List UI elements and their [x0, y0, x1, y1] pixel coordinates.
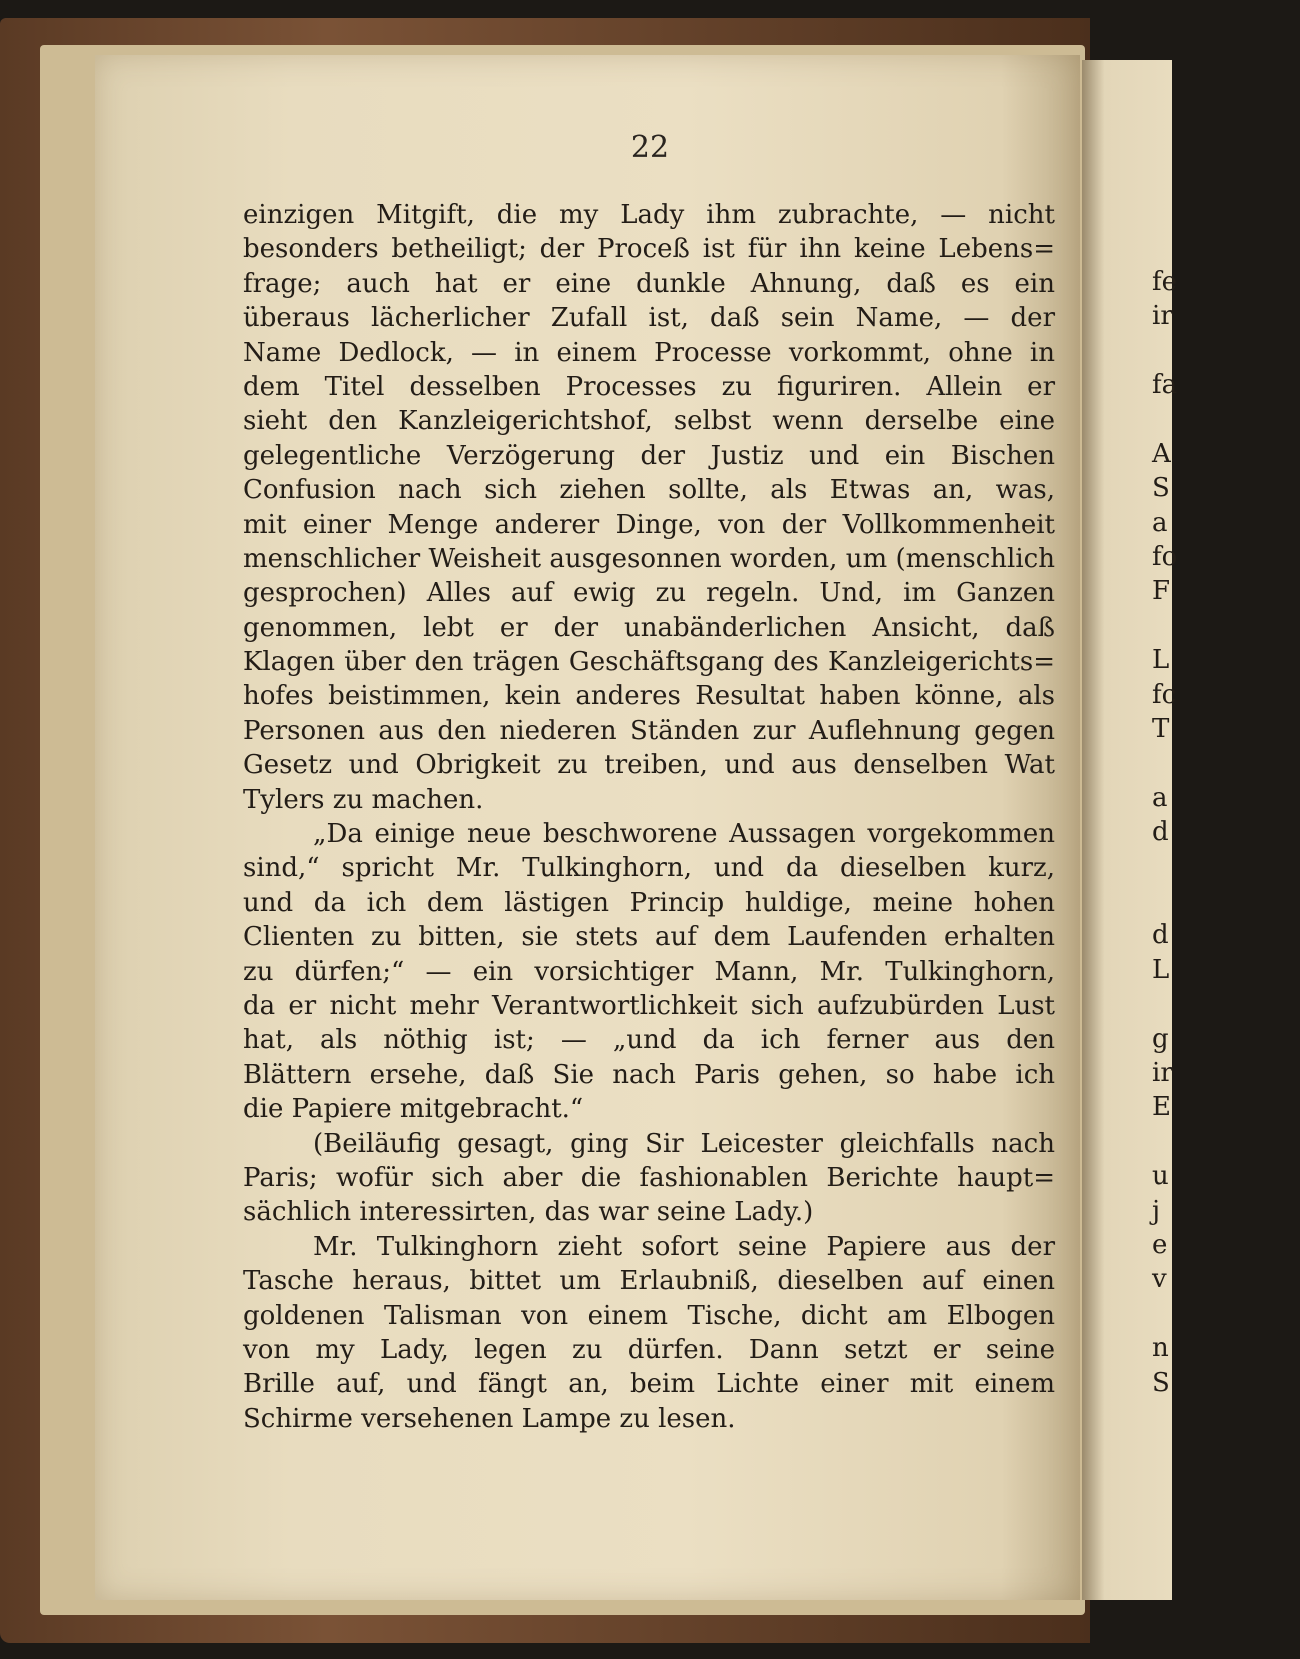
text-line: Gesetz und Obrigkeit zu treiben, und aus denselben Wat [243, 750, 1055, 781]
facing-page-fragment: ir [1152, 1058, 1173, 1088]
text-line: goldenen Talisman von einem Tische, dicht am Elbogen [243, 1300, 1055, 1331]
text-line: mit einer Menge anderer Dinge, von der Vollkommenheit [243, 509, 1055, 540]
text-line: von my Lady, legen zu dürfen. Dann setzt er seine [243, 1334, 1055, 1365]
text-line: einzigen Mitgift, die my Lady ihm zubrachte, — nicht [243, 200, 1055, 230]
text-line: Name Dedlock, — in einem Processe vorkommt, ohne in [243, 337, 1055, 368]
text-line: genommen, lebt er der unabänderlichen Ansicht, daß [243, 612, 1055, 643]
facing-page-fragment: j [1152, 1195, 1161, 1226]
text-line: (Beiläufig gesagt, ging Sir Leicester gleichfalls nach [313, 1128, 1055, 1159]
facing-page-fragment: fo [1152, 542, 1178, 572]
facing-page-fragment: u [1152, 1161, 1169, 1192]
facing-page-fragment: L [1152, 645, 1170, 676]
body-text [243, 198, 1055, 1436]
text-line: Blättern ersehe, daß Sie nach Paris gehen, so habe ich [243, 1059, 1055, 1090]
text-line: Brille auf, und fängt an, beim Lichte einer mit einem [243, 1369, 1055, 1400]
text-line: dem Titel desselben Processes zu figuriren. Allein er [243, 371, 1055, 402]
facing-page-fragment: n [1152, 1333, 1169, 1364]
facing-page-fragment: L [1152, 954, 1170, 985]
facing-page-fragment: S [1152, 1367, 1170, 1398]
facing-page-fragment: d [1152, 920, 1169, 951]
facing-page-fragment: T [1152, 714, 1170, 744]
text-line: die Papiere mitgebracht.“ [243, 1094, 584, 1125]
text-line: hat, als nöthig ist; — „und da ich ferner aus den [243, 1025, 1055, 1056]
text-line: Confusion nach sich ziehen sollte, als Etwas an, was, [243, 475, 1055, 506]
text-line: Schirme versehenen Lampe zu lesen. [243, 1403, 736, 1434]
text-line: überaus lächerlicher Zufall ist, daß sein Name, — der [243, 303, 1055, 334]
facing-page-fragment: v [1152, 1264, 1167, 1295]
text-line: Paris; wofür sich aber die fashionablen Berichte haupt= [243, 1162, 1055, 1193]
page-number: 22 [630, 130, 670, 165]
facing-page-fragment: fc [1152, 679, 1177, 710]
facing-page-fragment: a [1152, 782, 1168, 813]
text-line: Tylers zu machen. [243, 784, 484, 815]
text-line: frage; auch hat er eine dunkle Ahnung, daß es ein [243, 268, 1055, 299]
facing-page-fragment: g [1152, 1023, 1169, 1054]
text-line: Klagen über den trägen Geschäftsgang des Kanzleigerichts= [243, 647, 1055, 678]
text-line: Mr. Tulkinghorn zieht sofort seine Papiere aus der [313, 1231, 1055, 1262]
facing-page-fragment: F [1152, 576, 1171, 607]
facing-page-fragment: S [1152, 473, 1170, 504]
text-line: hofes beistimmen, kein anderes Resultat haben könne, als [243, 681, 1055, 712]
text-line: da er nicht mehr Verantwortlichkeit sich aufzubürden Lust [243, 990, 1055, 1021]
text-line: zu dürfen;“ — ein vorsichtiger Mann, Mr. Tulkinghorn, [243, 956, 1055, 987]
facing-page-fragment: ir [1152, 301, 1173, 332]
text-line: sind,“ spricht Mr. Tulkinghorn, und da dieselben kurz, [243, 853, 1055, 884]
facing-page-fragment: a [1152, 507, 1168, 538]
facing-page-fragment: E [1152, 1092, 1171, 1123]
text-line: gelegentliche Verzögerung der Justiz und ein Bischen [243, 440, 1055, 471]
facing-page-fragment: A [1152, 438, 1171, 469]
text-line: Personen aus den niederen Ständen zur Auflehnung gegen [243, 715, 1055, 746]
text-line: besonders betheiligt; der Proceß ist für ihn keine Lebens= [243, 234, 1055, 265]
text-line: Clienten zu bitten, sie stets auf dem Laufenden erhalten [243, 922, 1055, 953]
text-line: Tasche heraus, bittet um Erlaubniß, dieselben auf einen [243, 1266, 1055, 1297]
text-line: und da ich dem lästigen Princip huldige, meine hohen [243, 887, 1055, 918]
text-line: menschlicher Weisheit ausgesonnen worden, um (menschlich [243, 543, 1055, 574]
text-line: „Da einige neue beschworene Aussagen vorgekommen [313, 819, 1055, 850]
text-line: gesprochen) Alles auf ewig zu regeln. Und, im Ganzen [243, 578, 1055, 609]
facing-page-fragment: fe [1152, 266, 1178, 297]
text-line: sächlich interessirten, das war seine Lady.) [243, 1197, 814, 1228]
facing-page-fragment: e [1152, 1230, 1168, 1260]
text-line: sieht den Kanzleigerichtshof, selbst wenn derselbe eine [243, 406, 1055, 437]
facing-page-fragment: fa [1152, 370, 1178, 400]
facing-page-fragment: d [1152, 817, 1169, 848]
